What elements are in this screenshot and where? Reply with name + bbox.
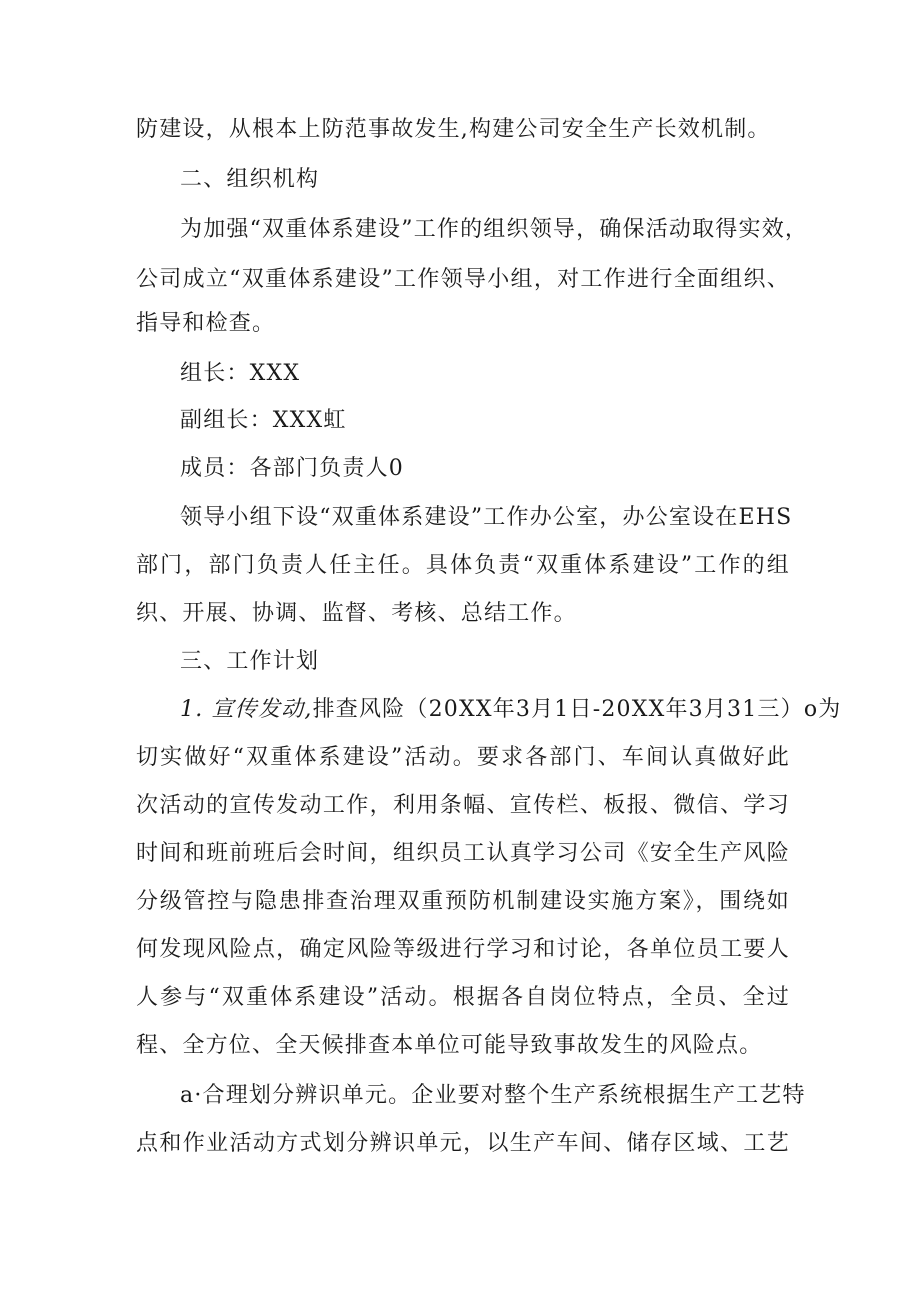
paragraph-line: 防建设，从根本上防范事故发生,构建公司安全生产长效机制。 (136, 117, 771, 142)
paragraph-line: 公司成立“双重体系建设”工作领导小组，对工作进行全面组织、 (136, 267, 790, 292)
paragraph-line: 时间和班前班后会时间，组织员工认真学习公司《安全生产风险 (136, 841, 790, 866)
section-heading: 二、组织机构 (180, 167, 320, 192)
paragraph-line: 次活动的宣传发动工作，利用条幅、宣传栏、板报、微信、学习 (136, 793, 790, 818)
paragraph-line: 指导和检查。 (136, 311, 276, 336)
paragraph-line: 程、全方位、全天候排查本单位可能导致事故发生的风险点。 (136, 1033, 763, 1058)
section-heading: 三、工作计划 (180, 649, 320, 674)
paragraph-line: 部门，部门负责人任主任。具体负责“双重体系建设”工作的组 (136, 553, 790, 578)
plan-item-title: 1. 宣传发动, (180, 697, 313, 722)
plan-item-line (180, 696, 841, 724)
paragraph-line: 点和作业活动方式划分辨识单元，以生产车间、储存区域、工艺 (136, 1131, 790, 1156)
leader-line: 组长：XXX (180, 361, 301, 386)
paragraph-line: 分级管控与隐患排查治理双重预防机制建设实施方案》，围绕如 (136, 889, 790, 914)
paragraph-line: 人参与“双重体系建设”活动。根据各自岗位特点，全员、全过 (136, 985, 790, 1010)
paragraph-line: a·合理划分辨识单元。企业要对整个生产系统根据生产工艺特 (180, 1083, 806, 1108)
members-line: 成员：各部门负责人0 (180, 456, 404, 481)
paragraph-line: 何发现风险点，确定风险等级进行学习和讨论，各单位员工要人 (136, 937, 790, 962)
plan-item-rest: 排查风险（20XX年3月1日-20XX年3月31三）o为 (312, 697, 842, 722)
paragraph-line: 领导小组下设“双重体系建设”工作办公室，办公室设在EHS (180, 505, 793, 530)
paragraph-line: 织、开展、协调、监督、考核、总结工作。 (136, 601, 577, 626)
paragraph-line: 为加强“双重体系建设”工作的组织领导，确保活动取得实效， (180, 217, 809, 242)
deputy-leader-line: 副组长：XXX虹 (180, 408, 347, 433)
paragraph-line: 切实做好“双重体系建设”活动。要求各部门、车间认真做好此 (136, 745, 790, 770)
